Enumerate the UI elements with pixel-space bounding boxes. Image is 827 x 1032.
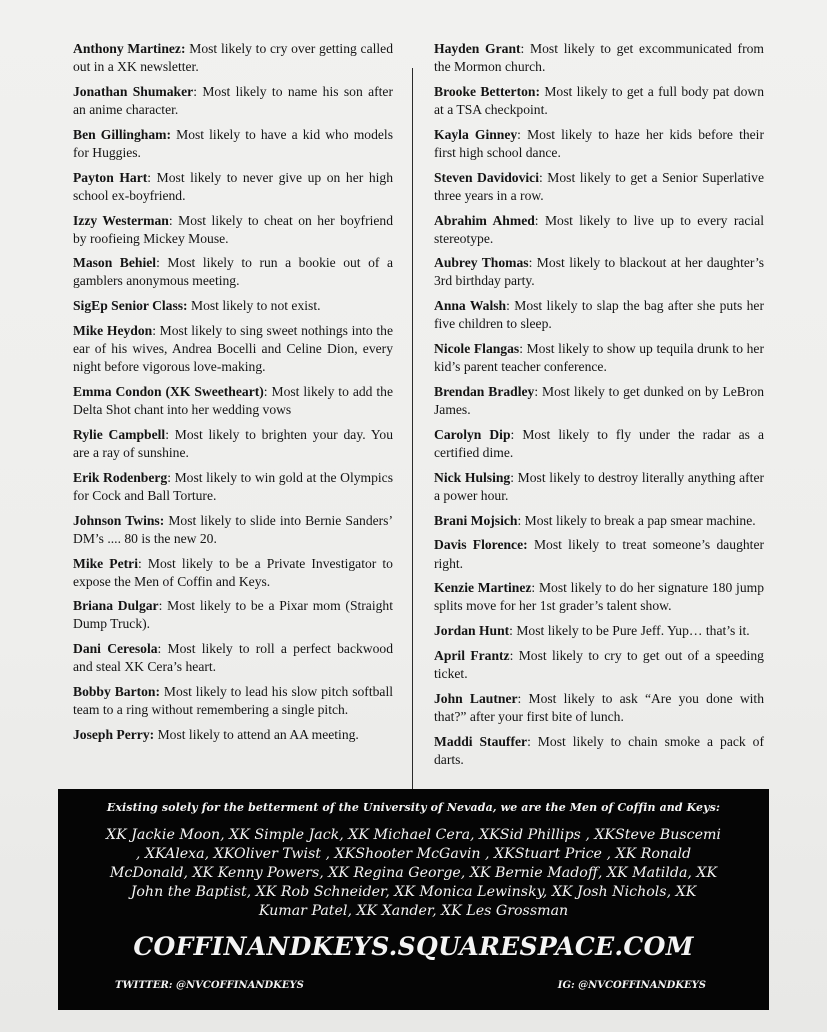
superlative-entry: [73, 512, 393, 548]
superlative-text: : Most likely to be a Private Investigator to expose the Men of Coffin and Keys.: [73, 555, 393, 589]
superlative-text: : Most likely to be Pure Jeff. Yup… that’s it.: [509, 623, 750, 639]
superlative-entry: [434, 297, 764, 333]
superlative-text: : Most likely to blackout at her daughter’s 3rd birthday party.: [434, 255, 765, 289]
superlative-text: : Most likely to haze her kids before their first high school dance.: [434, 126, 764, 160]
person-name: Briana Dulgar: [73, 598, 159, 614]
person-name: Anna Walsh: [434, 298, 507, 314]
superlative-entry: [434, 383, 764, 419]
person-name: Ben Gillingham:: [73, 126, 172, 142]
person-name: Payton Hart: [73, 169, 148, 185]
person-name: Erik Rodenberg: [73, 469, 168, 485]
superlative-text: : Most likely to fly under the radar as a certified dime.: [434, 426, 765, 460]
superlative-text: : Most likely to sing sweet nothings into the ear of his wives, Andrea Bocelli and Celine Dion, every night before vigorous love-making.: [73, 323, 393, 375]
superlative-text: Most likely to slide into Bernie Sanders’ DM’s .... 80 is the new 20.: [73, 512, 393, 546]
person-name: Izzy Westerman: [73, 212, 169, 228]
person-name: Bobby Barton:: [73, 684, 161, 700]
superlative-entry: [434, 212, 764, 248]
superlative-entry: [73, 212, 393, 248]
superlative-entry: [434, 40, 764, 76]
superlative-text: Most likely to not exist.: [187, 298, 321, 314]
person-name: Nick Hulsing: [434, 469, 511, 485]
person-name: Anthony Martinez:: [73, 41, 186, 56]
person-name: Kayla Ginney: [434, 126, 518, 142]
superlative-entry: [434, 536, 764, 572]
superlative-entry: [434, 340, 764, 376]
superlative-entry: [73, 555, 393, 591]
superlative-text: : Most likely to name his son after an anime character.: [73, 83, 393, 117]
superlative-entry: [434, 512, 764, 530]
superlative-entry: [434, 126, 764, 162]
person-name: Nicole Flangas: [434, 341, 520, 357]
superlative-text: : Most likely to run a bookie out of a gamblers anonymous meeting.: [73, 255, 393, 289]
person-name: Joseph Perry:: [73, 727, 155, 742]
superlative-text: : Most likely to slap the bag after she puts her five children to sleep.: [434, 298, 764, 332]
person-name: Brendan Bradley: [434, 384, 535, 399]
superlative-text: : Most likely to win gold at the Olympics for Cock and Ball Torture.: [73, 469, 393, 503]
person-name: Kenzie Martinez: [434, 580, 532, 596]
person-name: Johnson Twins:: [73, 512, 165, 528]
superlative-text: : Most likely to ask “Are you done with that?” after your first bite of lunch.: [434, 690, 764, 724]
superlative-entry: [73, 726, 393, 744]
banner-members-list: XK Jackie Moon, XK Simple Jack, XK Michael Cera, XKSid Phillips , XKSteve Buscemi , XKAlexa, XKOliver Twist , XKShooter McGavin , XKStuart Price , XK Ronald McDonald, XK Kenny Powers, XK Regina George, XK Bernie Madoff, XK Matilda, XK John the Baptist, XK Rob Schneider, XK Monica Lewinsky, XK Josh Nichols, XK Kumar Patel, XK Xander, XK Les Grossman: [106, 827, 721, 919]
superlative-text: : Most likely to add the Delta Shot chant into her wedding vows: [73, 384, 393, 418]
superlative-entry: [434, 254, 764, 290]
superlative-entry: [434, 733, 764, 769]
banner-heading: Existing solely for the betterment of the University of Nevada, we are the Men of Coffin and Keys:: [106, 801, 721, 814]
column-divider: [412, 68, 413, 803]
person-name: John Lautner: [434, 690, 518, 706]
superlative-entry: [434, 647, 764, 683]
superlative-text: : Most likely to live up to every racial stereotype.: [434, 212, 764, 246]
person-name: Mike Petri: [73, 555, 138, 571]
superlative-entry: [434, 169, 764, 205]
person-name: Brani Mojsich: [434, 512, 518, 528]
superlatives-columns: [0, 30, 827, 778]
person-name: Steven Davidovici: [434, 169, 539, 185]
superlative-text: : Most likely to never give up on her high school ex-boyfriend.: [73, 169, 393, 203]
superlative-entry: [73, 169, 393, 205]
superlative-text: : Most likely to roll a perfect backwood and steal XK Cera’s heart.: [73, 641, 393, 675]
superlative-text: : Most likely to brighten your day. You are a ray of sunshine.: [73, 426, 393, 460]
person-name: Mike Heydon: [73, 323, 153, 339]
person-name: Brooke Betterton:: [434, 83, 541, 99]
superlative-entry: [73, 469, 393, 505]
superlative-text: : Most likely to cheat on her boyfriend by roofieing Mickey Mouse.: [73, 212, 393, 246]
person-name: Maddi Stauffer: [434, 733, 528, 749]
instagram-handle[interactable]: IG: @NVCOFFINANDKEYS: [557, 980, 706, 991]
superlative-text: Most likely to have a kid who models for Huggies.: [73, 126, 393, 160]
right-column: [434, 40, 764, 776]
superlative-text: : Most likely to do her signature 180 jump splits move for her 1st grader’s talent show.: [434, 580, 764, 614]
superlative-entry: [434, 622, 764, 640]
person-name: Emma Condon (XK Sweetheart): [73, 384, 264, 399]
person-name: Rylie Campbell: [73, 426, 166, 442]
superlative-entry: [73, 426, 393, 462]
person-name: Jordan Hunt: [434, 623, 510, 639]
superlative-entry: [434, 690, 764, 726]
superlative-entry: [73, 383, 393, 419]
superlative-text: Most likely to attend an AA meeting.: [154, 727, 359, 742]
superlative-text: : Most likely to be a Pixar mom (Straight Dump Truck).: [73, 598, 393, 632]
superlative-entry: [434, 469, 764, 505]
twitter-handle[interactable]: TWITTER: @NVCOFFINANDKEYS: [115, 980, 304, 991]
person-name: SigEp Senior Class:: [73, 298, 188, 314]
superlative-text: : Most likely to get a Senior Superlative three years in a row.: [434, 169, 765, 203]
superlative-text: : Most likely to get dunked on by LeBron James.: [434, 384, 764, 418]
superlative-entry: [73, 40, 393, 76]
person-name: Jonathan Shumaker: [73, 83, 194, 99]
superlative-text: Most likely to lead his slow pitch softball team to a ring without remembering a single pitch.: [73, 684, 393, 718]
superlative-text: : Most likely to chain smoke a pack of darts.: [434, 733, 764, 767]
superlative-entry: [73, 254, 393, 290]
superlative-entry: [73, 126, 393, 162]
superlative-text: : Most likely to break a pap smear machine.: [517, 512, 756, 528]
superlative-entry: [73, 322, 393, 376]
person-name: April Frantz: [434, 647, 510, 663]
superlative-entry: [73, 597, 393, 633]
superlative-entry: [434, 579, 764, 615]
superlative-text: : Most likely to destroy literally anything after a power hour.: [434, 469, 765, 503]
person-name: Carolyn Dip: [434, 426, 511, 442]
superlative-entry: [73, 683, 393, 719]
website-link[interactable]: COFFINANDKEYS.SQUARESPACE.COM: [133, 932, 694, 961]
person-name: Abrahim Ahmed: [434, 212, 535, 228]
person-name: Davis Florence:: [434, 537, 528, 553]
superlative-text: Most likely to get a full body pat down at a TSA checkpoint.: [434, 83, 764, 117]
superlative-entry: [73, 297, 393, 315]
left-column: [73, 40, 393, 751]
superlative-entry: [73, 640, 393, 676]
superlative-text: Most likely to cry over getting called out in a XK newsletter.: [73, 41, 393, 75]
superlative-text: Most likely to treat someone’s daughter right.: [434, 537, 765, 571]
person-name: Hayden Grant: [434, 41, 521, 56]
superlative-entry: [434, 83, 764, 119]
person-name: Mason Behiel: [73, 255, 157, 271]
superlative-entry: [73, 83, 393, 119]
superlative-text: : Most likely to show up tequila drunk to her kid’s parent teacher conference.: [434, 341, 764, 375]
superlative-text: : Most likely to get excommunicated from the Mormon church.: [434, 41, 764, 75]
superlative-entry: [434, 426, 764, 462]
footer-banner: [58, 789, 769, 1010]
person-name: Dani Ceresola: [73, 641, 158, 657]
person-name: Aubrey Thomas: [434, 255, 529, 271]
superlative-text: : Most likely to cry to get out of a speeding ticket.: [434, 647, 764, 682]
